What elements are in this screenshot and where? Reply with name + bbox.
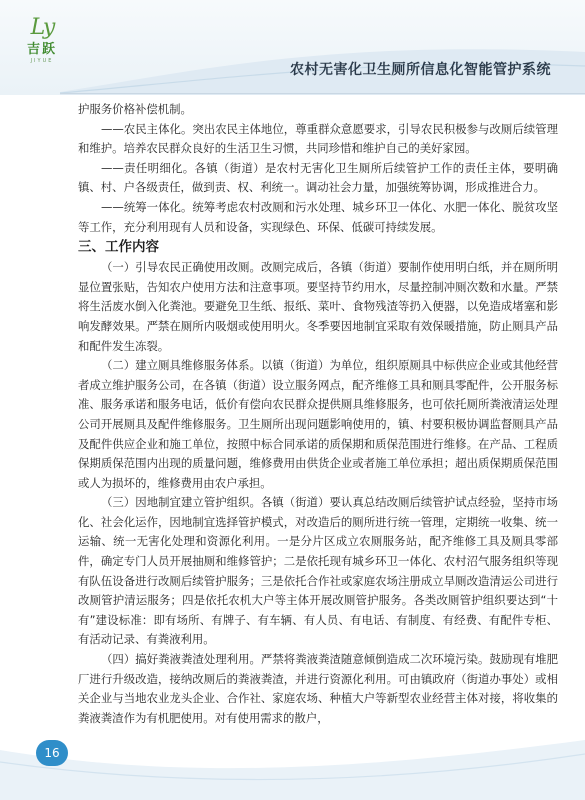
paragraph-integration: ——统筹一体化。统筹考虑农村改厕和污水处理、城乡环卫一体化、水肥一体化、脱贫攻坚等工作，充分利用现有人员和设备，实现绿色、环保、低碳可持续发展。 xyxy=(78,199,558,234)
header-divider xyxy=(60,93,585,94)
paragraph-waste-treatment: （四）搞好粪液粪渣处理利用。严禁将粪液粪渣随意倾倒造成二次环境污染。鼓励现有堆肥厂进行升级改造，接纳改厕后的粪液粪渣，并进行资源化利用。可由镇政府（街道办事处）或相关企业与当地农业龙头企业、合作社、家庭农场、种植大户等新型农业经营主体对接，将收集的粪液粪渣作为有机肥使用。对有使用需求的散户， xyxy=(78,652,558,725)
footer-wave-decoration xyxy=(0,710,585,800)
section-heading: 三、工作内容 xyxy=(78,239,159,256)
header-wave-decoration xyxy=(0,0,585,95)
page-body xyxy=(78,100,558,728)
paragraph-guide-usage: （一）引导农民正确使用改厕。改厕完成后，各镇（街道）要制作使用明白纸，并在厕所明显位置张贴，告知农户使用方法和注意事项。要坚持节约用水，尽量控制冲厕次数和水量。严禁将生活废水倒入化粪池。要避免卫生纸、报纸、菜叶、食物残渣等扔入便器，以免造成堵塞和影响发酵效果。严禁在厕所内吸烟或使用明火。冬季要因地制宜采取有效保暖措施，防止厕具产品和配件发生冻裂。 xyxy=(78,260,558,353)
company-logo xyxy=(14,14,70,74)
paragraph-farmer-subject: ——农民主体化。突出农民主体地位，尊重群众意愿要求，引导农民积极参与改厕后续管理和维护。培养农民群众良好的生活卫生习惯，共同珍惜和维护自己的美好家园。 xyxy=(78,121,558,156)
page-number-badge: 16 xyxy=(36,740,68,766)
paragraph-repair-service: （二）建立厕具维修服务体系。以镇（街道）为单位，组织原厕具中标供应企业或其他经营者成立维护服务公司，在各镇（街道）设立服务网点，配齐维修工具和厕具零配件，公开服务标准、服务承诺和服务电话，低价有偿向农民群众提供厕具维修服务，也可依托厕所粪液清运处理公司开展厕具及配件维修服务。卫生厕所出现问题影响使用的，镇、村要积极协调监督厕具产品及配件供应企业和施工单位，按照中标合同承诺的质保期和质保范围进行维修。在产品、工程质保期质保范围内出现的质量问题，维修费用由供货企业或者施工单位承担；超出质保期质保范围或人为损坏的，维修费用由农户承担。 xyxy=(78,358,558,490)
paragraph-continuation: 护服务价格补偿机制。 xyxy=(78,102,192,116)
logo-name: 吉跃 xyxy=(26,42,57,57)
logo-subtitle: JIYUE xyxy=(30,58,54,64)
paragraph-management-org: （三）因地制宜建立管护组织。各镇（街道）要认真总结改厕后续管护试点经验，坚持市场化、社会化运作，因地制宜选择管护模式，对改造后的厕所进行统一管理，定期统一收集、统一运输、统一无害化处理和资源化利用。一是分片区成立农厕服务站，配齐维修工具及厕具零部件，确定专门人员开展抽厕和维修管护；二是依托现有城乡环卫一体化、农村沼气服务组织等现有队伍设备进行改厕后续管护服务；三是依托合作社或家庭农场注册成立旱厕改造清运公司进行改厕管护清运服务；四是依托农机大户等主体开展改厕管护服务。各类改厕管护组织要达到“十有”建设标准：即有场所、有牌子、有车辆、有人员、有电话、有制度、有经费、有配件专柜、有活动记录、有粪液利用。 xyxy=(78,495,558,647)
document-title: 农村无害化卫生厕所信息化智能管护系统 xyxy=(290,62,551,78)
paragraph-responsibility: ——责任明细化。各镇（街道）是农村无害化卫生厕所后续管护工作的责任主体，要明确镇、村、户各级责任，做到责、权、利统一。调动社会力量，加强统筹协调，形成推进合力。 xyxy=(78,160,558,195)
logo-mark: Ly xyxy=(30,15,54,40)
